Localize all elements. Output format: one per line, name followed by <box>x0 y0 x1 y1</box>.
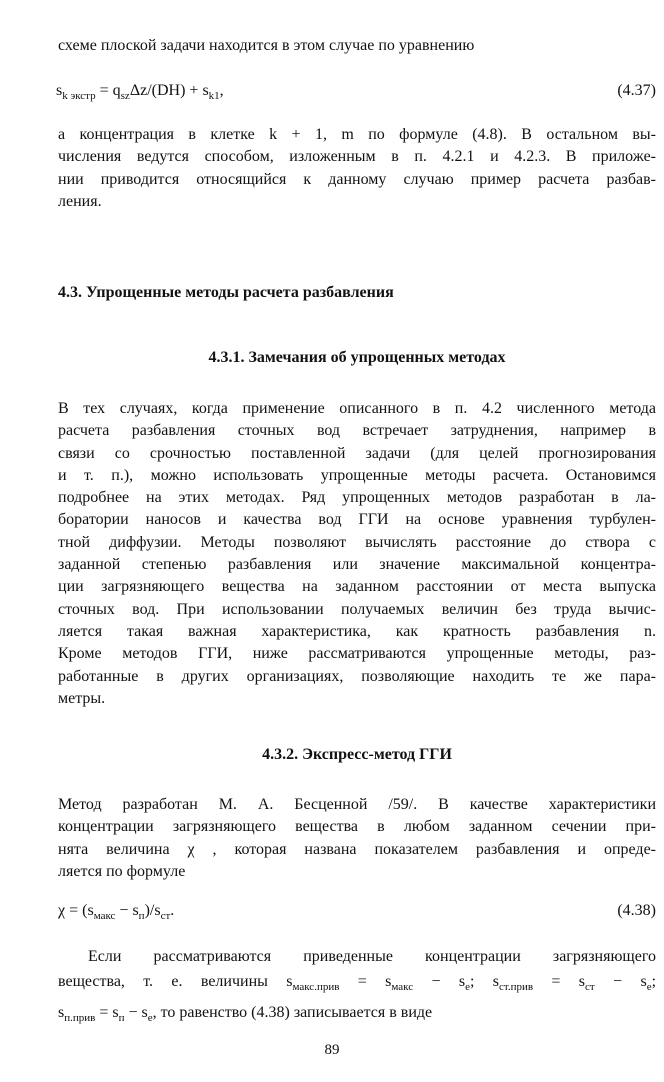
equation-number: (4.38) <box>617 902 656 919</box>
paragraph-1: а концентрация в клетке k + 1, m по формуле (4.8). В остальном вы- числения ведутся способом, изложенным в п. 4.2.1 и 4.2.3. В приложе- нии приводится относящийся к данному случаю пример расчета разбав- ления. <box>58 126 656 210</box>
section-heading-4-3: 4.3. Упрощенные методы расчета разбавления <box>58 284 394 301</box>
equation-number: (4.37) <box>617 82 656 99</box>
intro-text: схеме плоской задачи находится в этом случае по уравнению <box>58 37 475 54</box>
page-number: 89 <box>324 1042 340 1058</box>
paragraph-4-line-2: вещества, т. е. величины $s_{макс.прив} = s_{макс} - s_е$; $s_{ст.прив} = s_{ст} - s_е$; <box>58 973 657 993</box>
paragraph-4-line-3: $s_{п.прив} = s_п - s_е$, то равенство (4.38) записывается в виде <box>58 1004 433 1024</box>
subsection-heading-4-3-1: 4.3.1. Замечания об упрощенных методах <box>208 349 506 366</box>
subsection-heading-4-3-2: 4.3.2. Экспресс-метод ГГИ <box>262 746 452 763</box>
paragraph-2: В тех случаях, когда применение описанного в п. 4.2 численного метода расчета разбавления сточных вод встречает затруднения, например в связи со срочностью поставленной задачи (для целей прогнозирования и т. п.), можно использовать упрощенные методы расчета. Остановимся подробнее на этих методах. Ряд упрощенных методов разработан в ла- боратории наносов и качества вод ГГИ на основе уравнения турбулен- тной диффузии. Методы позволяют вычислять расстояние до створа с заданной степенью разбавления или значение максимальной концентра- ции загрязняющего вещества на заданном расстоянии от места выпуска сточных вод. При использовании получаемых величин без труда вычис- ляется такая важная характеристика, как кратность разбавления n. Кроме методов ГГИ, ниже рассматриваются упрощенные методы, раз- работанные в других организациях, позволяющие находить те же пара- метры. <box>58 400 656 707</box>
paragraph-3: Метод разработан М. А. Бесценной /59/. В качестве характеристики концентрации загрязняющего вещества в любом заданном сечении при- нята величина χ , которая названа показателем разбавления и опреде- ляется по формуле <box>58 796 656 880</box>
equation-4-37: $s_{k экстр} = q_{sz}\Delta z/(DH) + s_{k1}$, (4.37) <box>56 82 656 102</box>
paragraph-4: Если рассматриваются приведенные концентрации загрязняющего вещества, т. е. величины $s_{макс.прив} = s_{макс} - s_е$; $s_{ст.прив} = s_{ст} - s_е$; $s_{п.прив} = s_п - s_е$, то равенство (4.38) записывается в виде <box>58 944 656 1031</box>
equation-4-38: $\chi = (s_{макс} - s_п)/s_{ст}$. (4.38) <box>58 902 656 922</box>
